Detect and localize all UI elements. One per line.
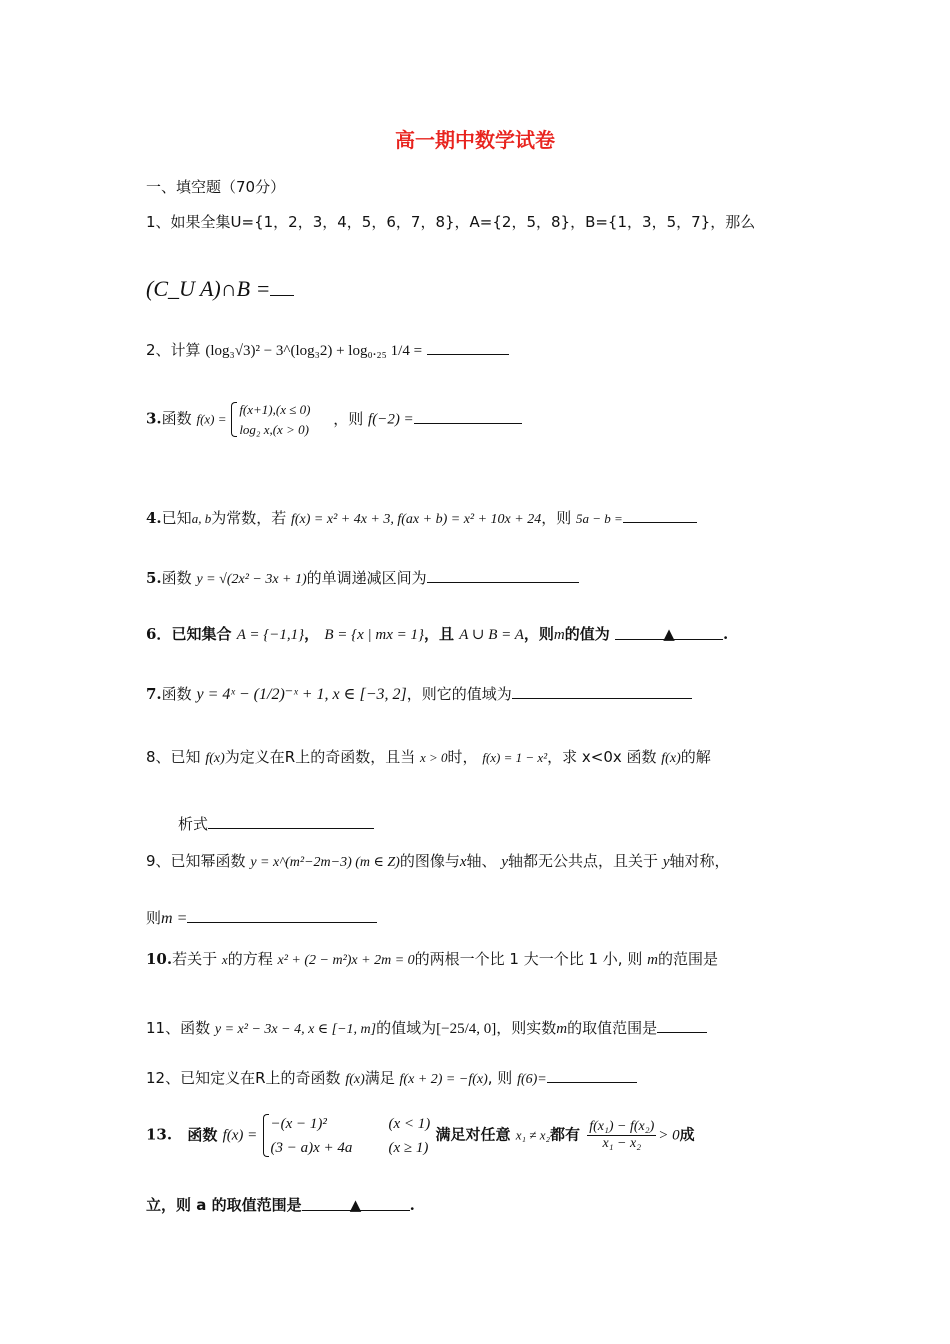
q12-prefix: 12、 xyxy=(146,1069,181,1087)
q12-text-c: , 则 xyxy=(487,1069,513,1087)
q1-expr: (C_U A)∩B = xyxy=(146,276,271,301)
question-11 xyxy=(146,1018,707,1039)
q13-frac-num: f(x₁) − f(x₂) xyxy=(587,1119,656,1136)
q13-ineq: x₁ ≠ x₂ xyxy=(515,1127,550,1143)
q6-set-b: B = {x | mx = 1} xyxy=(324,627,425,643)
q6-text-b: ，且 xyxy=(424,625,455,643)
q13-text-a: 函数 xyxy=(187,1125,218,1144)
q11-m: m xyxy=(556,1021,568,1037)
q4-text-b: 为常数，若 xyxy=(211,509,287,527)
q7-expr: y = 4ˣ − (1/2)⁻ˣ + 1, x ∈ [−3, 2] xyxy=(196,686,407,703)
q10-text-a: 若关于 xyxy=(172,950,218,968)
q12-expr-3: f(6)= xyxy=(517,1072,547,1087)
answer-blank[interactable] xyxy=(657,1018,707,1033)
question-13 xyxy=(146,1112,695,1159)
q6-text-a: 已知集合 xyxy=(171,625,232,643)
q13-text-b: 满足对任意 xyxy=(435,1125,511,1144)
question-12 xyxy=(146,1068,637,1089)
piecewise-function xyxy=(263,1112,431,1159)
q4-vars: a, b xyxy=(191,511,212,526)
q13-fx: f(x) = xyxy=(222,1127,258,1144)
q9-prefix: 9、 xyxy=(146,852,171,870)
q5-text-b: 的单调递减区间为 xyxy=(306,569,427,587)
q3-expr: f(−2) = xyxy=(368,411,414,428)
q4-target: 5a − b = xyxy=(576,511,623,526)
question-1-expr xyxy=(146,276,294,302)
q8-text-b: 为定义在R上的奇函数，且当 xyxy=(224,748,416,766)
q13-piece-2: (3 − a)x + 4a xyxy=(270,1139,353,1156)
question-6 xyxy=(146,625,728,644)
q11-text-d: 的取值范围是 xyxy=(567,1019,658,1037)
question-9-cont xyxy=(146,908,377,928)
answer-blank[interactable] xyxy=(427,340,509,355)
q6-sep: ， xyxy=(304,625,320,643)
q13-frac-den: x₁ − x₂ xyxy=(602,1136,642,1151)
q13-fraction xyxy=(587,1119,656,1152)
q11-expr: y = x² − 3x − 4, x ∈ [−1, m] xyxy=(214,1022,377,1037)
q3-mid: ，则 xyxy=(333,409,364,428)
q8-prefix: 8、 xyxy=(146,748,171,766)
q8-expr: f(x) = 1 − x² xyxy=(482,750,548,765)
q1-text: 1、如果全集U={1，2，3，4，5，6，7，8}，A={2，5，8}，B={1，3，5，7}，那么 xyxy=(146,213,756,231)
q9-m: m = xyxy=(161,910,188,927)
triangle-marker-icon: ▲ xyxy=(349,1196,362,1214)
section-heading: 一、填空题（70分） xyxy=(146,178,286,196)
q7-prefix: 7. xyxy=(146,685,162,703)
q8-text-c: 时， xyxy=(447,748,478,766)
q9-text-d: 轴都无公共点，且关于 xyxy=(508,852,659,870)
q12-text-b: 满足 xyxy=(364,1069,395,1087)
q8-text-d: ，求 x<0x 函数 xyxy=(547,748,657,766)
answer-blank[interactable] xyxy=(208,814,374,829)
q10-prefix: 10. xyxy=(146,950,173,968)
q6-prefix: 6． xyxy=(146,625,172,643)
page-title: 高一期中数学试卷 xyxy=(395,128,555,152)
q11-range: [−25/4, 0] xyxy=(436,1021,497,1037)
q10-text-d: 的范围是 xyxy=(657,950,718,968)
question-8-cont xyxy=(178,814,374,833)
q2-prefix: 2、计算 xyxy=(146,341,201,359)
q6-end: . xyxy=(723,625,729,643)
question-1 xyxy=(146,213,755,231)
answer-blank[interactable] xyxy=(512,684,692,699)
q13-line2: 立，则 a 的取值范围是 xyxy=(146,1196,302,1214)
q3-prefix: 3. xyxy=(146,409,162,428)
q9-y: y xyxy=(501,854,509,870)
q13-gt: > 0 xyxy=(658,1127,680,1144)
question-5 xyxy=(146,568,579,589)
q11-text-c: ，则实数 xyxy=(496,1019,557,1037)
q12-expr-2: f(x + 2) = −f(x) xyxy=(399,1072,488,1087)
answer-blank[interactable] xyxy=(414,409,522,424)
q9-text-a: 已知幂函数 xyxy=(170,852,246,870)
question-8 xyxy=(146,748,711,768)
q9-text-b: 的图像与 xyxy=(399,852,460,870)
q10-x: x xyxy=(221,952,228,967)
q5-text-a: 函数 xyxy=(161,569,192,587)
q13-cond-1: (x < 1) xyxy=(388,1116,431,1132)
answer-blank[interactable] xyxy=(427,568,579,583)
q11-prefix: 11、 xyxy=(146,1019,181,1037)
q8-text-e: 的解 xyxy=(680,748,711,766)
q8-cond: x > 0 xyxy=(420,750,448,765)
q5-prefix: 5. xyxy=(146,569,162,587)
q3-piece-2: log₂ x,(x > 0) xyxy=(239,421,309,437)
q4-expr: f(x) = x² + 4x + 3, f(ax + b) = x² + 10x + 24 xyxy=(290,512,542,527)
q13-cond-2: (x ≥ 1) xyxy=(388,1139,429,1156)
q10-expr: x² + (2 − m²)x + 2m = 0 xyxy=(277,953,415,968)
q8-fx-2: f(x) xyxy=(661,751,681,766)
q13-text-c: 都有 xyxy=(550,1125,581,1144)
q5-expr: y = √(2x² − 3x + 1) xyxy=(196,572,307,587)
piecewise-function xyxy=(231,400,310,439)
q4-text-a: 已知 xyxy=(161,509,192,527)
question-7 xyxy=(146,684,692,704)
q2-expr: (log₃√3)² − 3^(log₃2) + log₀.₂₅ 1/4 = xyxy=(205,343,423,359)
q6-text-d: 的值为 xyxy=(564,625,610,643)
question-2 xyxy=(146,340,509,360)
q9-y-2: y xyxy=(662,854,670,870)
q13-end: . xyxy=(409,1196,415,1214)
q9-text-c: 轴、 xyxy=(466,852,497,870)
question-10 xyxy=(146,950,718,970)
q9-expr: y = x^(m²−2m−3) (m ∈ Z) xyxy=(250,855,400,870)
q6-set-a: A = {−1,1} xyxy=(236,627,305,643)
question-4 xyxy=(146,508,697,529)
q9-line2: 则 xyxy=(146,909,162,927)
q13-prefix: 13. xyxy=(146,1125,173,1144)
question-3: 3.函数 f(x) = f(x+1),(x ≤ 0) log₂ x,(x > 0) ，则 f(−2) = xyxy=(146,400,522,439)
q6-text-c: ，则 xyxy=(523,625,554,643)
answer-blank[interactable] xyxy=(615,625,723,643)
answer-blank[interactable] xyxy=(187,908,377,923)
q11-text-a: 函数 xyxy=(180,1019,211,1037)
q7-text-b: ，则它的值域为 xyxy=(406,685,512,703)
question-9 xyxy=(146,852,730,872)
q8-line2: 析式 xyxy=(178,815,209,833)
q8-fx: f(x) xyxy=(205,751,225,766)
q4-text-c: ，则 xyxy=(541,509,572,527)
q6-var: m xyxy=(553,627,565,643)
answer-blank[interactable] xyxy=(270,281,294,296)
q3-label: 函数 xyxy=(161,409,192,428)
q13-piece-1: −(x − 1)² xyxy=(270,1116,327,1132)
q11-text-b: 的值域为 xyxy=(376,1019,437,1037)
q10-m: m xyxy=(647,952,658,968)
q7-text-a: 函数 xyxy=(161,685,192,703)
answer-blank[interactable] xyxy=(302,1196,410,1214)
q8-text-a: 已知 xyxy=(170,748,201,766)
q6-cond: A ∪ B = A xyxy=(459,627,524,643)
q9-x: x xyxy=(459,854,467,870)
question-13-cont xyxy=(146,1196,415,1214)
q3-piece-1: f(x+1),(x ≤ 0) xyxy=(239,402,311,417)
q9-text-e: 轴对称， xyxy=(669,852,730,870)
q10-text-c: 的两根一个比 1 大一个比 1 小, 则 xyxy=(414,950,643,968)
answer-blank[interactable] xyxy=(623,508,697,523)
q12-text-a: 已知定义在R上的奇函数 xyxy=(180,1069,341,1087)
q12-expr-1: f(x) xyxy=(345,1072,365,1087)
q4-prefix: 4. xyxy=(146,509,162,527)
answer-blank[interactable] xyxy=(547,1068,637,1083)
q13-text-d: 成 xyxy=(679,1125,695,1144)
triangle-marker-icon: ▲ xyxy=(663,625,675,643)
q10-text-b: 的方程 xyxy=(227,950,273,968)
